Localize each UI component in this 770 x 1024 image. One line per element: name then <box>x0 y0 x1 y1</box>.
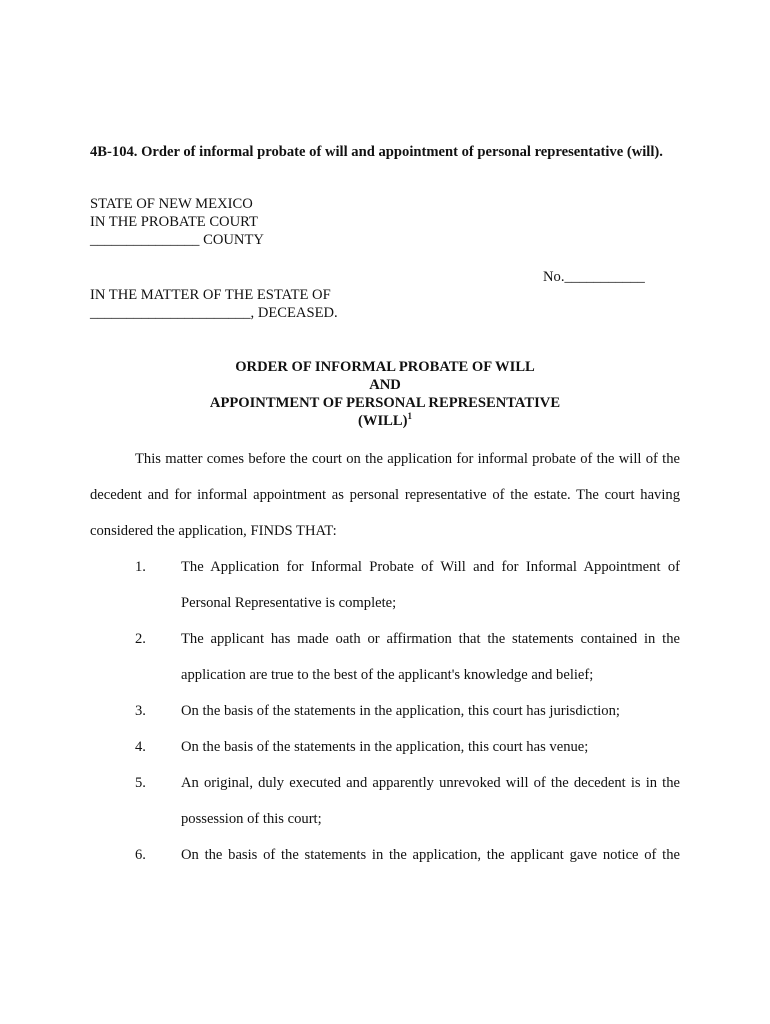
finding-number: 6. <box>135 847 146 863</box>
intro-line3: considered the application, FINDS THAT: <box>90 523 337 539</box>
caption-matter: IN THE MATTER OF THE ESTATE OF <box>90 287 331 303</box>
order-title-line1: ORDER OF INFORMAL PROBATE OF WILL <box>235 359 535 375</box>
order-title-line2: AND <box>369 377 401 393</box>
caption-county: _______________ COUNTY <box>90 232 264 248</box>
finding-text: Personal Representative is complete; <box>181 595 397 611</box>
finding-text: The Application for Informal Probate of Will and for Informal Appointment of <box>181 559 680 575</box>
finding-number: 3. <box>135 703 146 719</box>
finding-number: 5. <box>135 775 146 791</box>
intro-line2: decedent and for informal appointment as personal representative of the estate. The court having <box>90 487 680 503</box>
finding-number: 1. <box>135 559 146 575</box>
caption-deceased: ______________________, DECEASED. <box>90 305 338 321</box>
caption-state: STATE OF NEW MEXICO <box>90 196 253 212</box>
form-heading: 4B-104. Order of informal probate of will and appointment of personal representative (will). <box>90 144 663 160</box>
case-number: No.___________ <box>543 269 645 285</box>
finding-text: On the basis of the statements in the application, this court has jurisdiction; <box>181 703 620 719</box>
finding-text: On the basis of the statements in the application, the applicant gave notice of the <box>181 847 680 863</box>
order-title-line3: APPOINTMENT OF PERSONAL REPRESENTATIVE <box>209 395 561 411</box>
footnote-ref: 1 <box>407 411 412 422</box>
finding-text: application are true to the best of the applicant's knowledge and belief; <box>181 667 594 683</box>
intro-line1: This matter comes before the court on the application for informal probate of the will of the <box>135 451 680 467</box>
finding-number: 4. <box>135 739 146 755</box>
order-title-line4 <box>0 412 770 430</box>
order-title-will: (WILL) <box>358 413 408 429</box>
finding-text: An original, duly executed and apparently unrevoked will of the decedent is in the <box>181 775 680 791</box>
finding-number: 2. <box>135 631 146 647</box>
finding-text: possession of this court; <box>181 811 322 827</box>
finding-text: On the basis of the statements in the application, this court has venue; <box>181 739 589 755</box>
finding-text: The applicant has made oath or affirmation that the statements contained in the <box>181 631 680 647</box>
caption-court: IN THE PROBATE COURT <box>90 214 258 230</box>
